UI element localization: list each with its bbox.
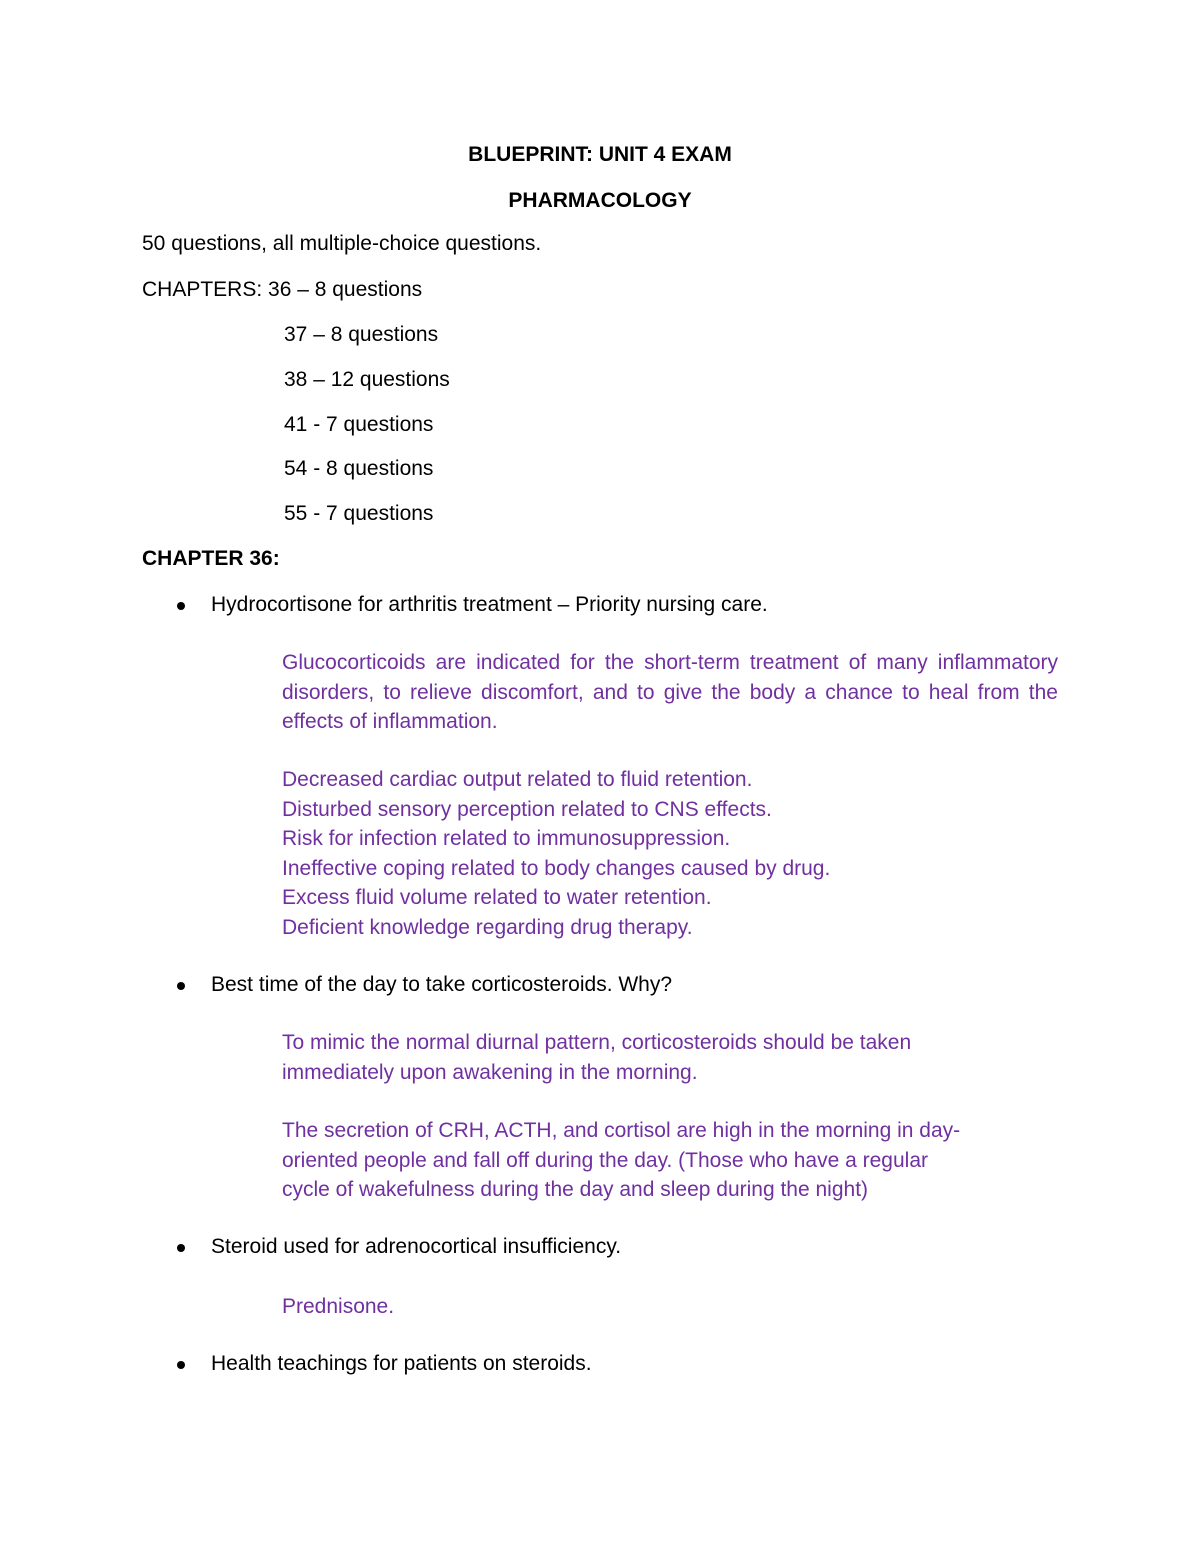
question-3: Steroid used for adrenocortical insufficiency.	[211, 1235, 622, 1258]
answer-line: To mimic the normal diurnal pattern, corticosteroids should be taken	[282, 1031, 912, 1054]
chapter-list-item: 38 – 12 questions	[284, 368, 450, 391]
chapter-list-item: 55 - 7 questions	[284, 502, 434, 525]
answer-1-list	[282, 765, 1058, 942]
exam-summary: 50 questions, all multiple-choice questions.	[142, 232, 542, 255]
chapter-list-item: 54 - 8 questions	[284, 457, 434, 480]
bullet-icon	[177, 982, 185, 990]
question-1: Hydrocortisone for arthritis treatment – Priority nursing care.	[211, 593, 768, 616]
bullet-icon	[177, 602, 185, 610]
answer-3: Prednisone.	[282, 1295, 395, 1318]
nursing-diagnosis-line: Disturbed sensory perception related to CNS effects.	[282, 797, 772, 821]
answer-2b	[282, 1116, 1058, 1205]
answer-2a	[282, 1028, 1058, 1087]
answer-line: cycle of wakefulness during the day and sleep during the night)	[282, 1178, 869, 1201]
answer-1-paragraph: Glucocorticoids are indicated for the short-term treatment of many inflammatory disorders, to relieve discomfort, and to give the body a chance to heal from the effects of inflammation.	[282, 651, 1058, 733]
answer-line: The secretion of CRH, ACTH, and cortisol are high in the morning in day-	[282, 1119, 961, 1142]
chapter-list-item: 37 – 8 questions	[284, 323, 439, 346]
nursing-diagnosis-line: Ineffective coping related to body changes caused by drug.	[282, 856, 831, 880]
nursing-diagnosis-line: Risk for infection related to immunosuppression.	[282, 827, 731, 850]
nursing-diagnosis-line: Excess fluid volume related to water retention.	[282, 886, 712, 909]
document-subtitle: PHARMACOLOGY	[508, 189, 692, 212]
question-2: Best time of the day to take corticosteroids. Why?	[211, 973, 673, 996]
chapter-list-item: 41 - 7 questions	[284, 413, 434, 436]
chapter-36-heading: CHAPTER 36:	[142, 547, 280, 570]
answer-line: oriented people and fall off during the day. (Those who have a regular	[282, 1148, 928, 1172]
nursing-diagnosis-line: Decreased cardiac output related to fluid retention.	[282, 768, 753, 791]
bullet-icon	[177, 1244, 185, 1252]
answer-line: immediately upon awakening in the morning.	[282, 1060, 698, 1084]
document-title: BLUEPRINT: UNIT 4 EXAM	[468, 143, 732, 166]
nursing-diagnosis-line: Deficient knowledge regarding drug therapy.	[282, 915, 693, 939]
chapters-intro: CHAPTERS: 36 – 8 questions	[142, 278, 423, 301]
question-4: Health teachings for patients on steroids.	[211, 1352, 592, 1375]
bullet-icon	[177, 1361, 185, 1369]
